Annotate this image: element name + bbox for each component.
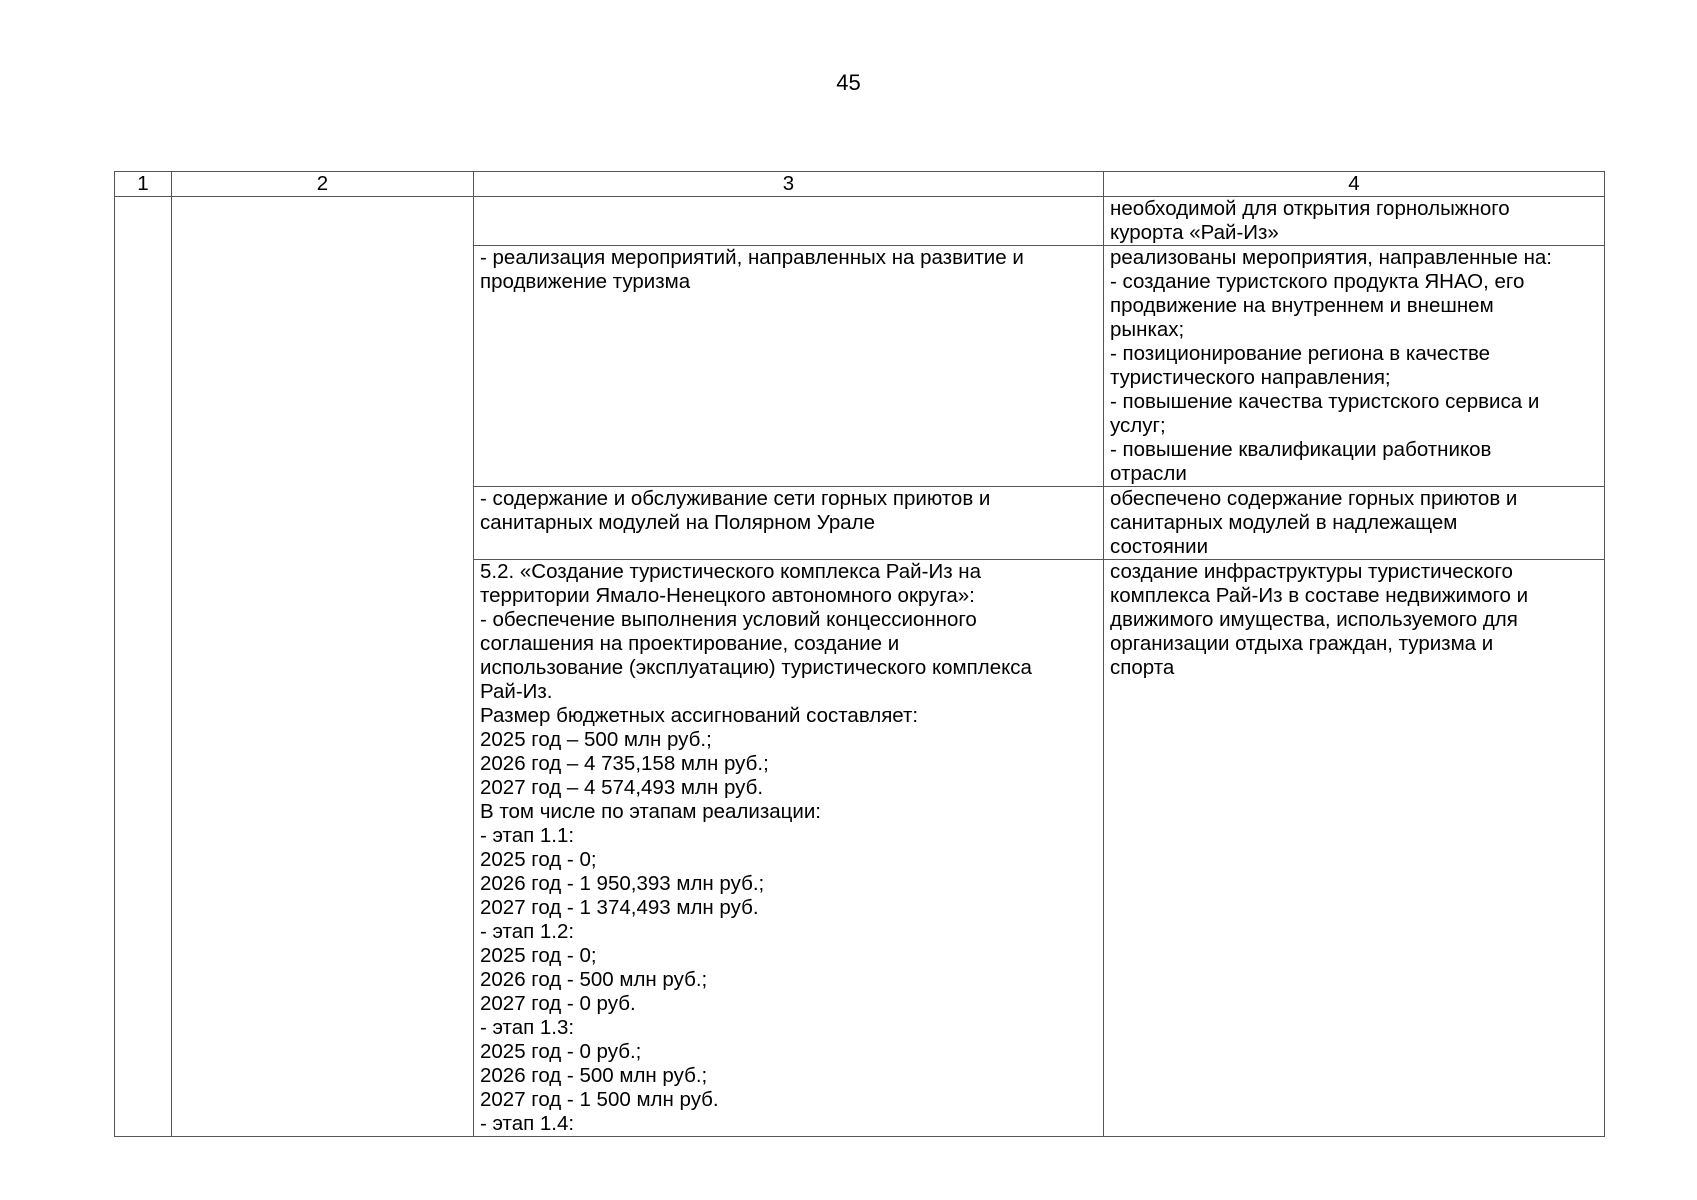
column-header-1: 1 — [115, 172, 172, 197]
measure-cell: 5.2. «Создание туристического комплекса Рай-Из на территории Ямало-Ненецкого автономного округа»: - обеспечение выполнения условий концессионного соглашения на проектирование, создание и использование (эксплуатацию) туристического комплекса Рай-Из. Размер бюджетных ассигнований составляет: 2025 год – 500 млн руб.; 2026 год – 4 735,158 млн руб.; 2027 год – 4 574,493 млн руб. В том числе по этапам реализации: - этап 1.1: 2025 год - 0; 2026 год - 1 950,393 млн руб.; 2027 год - 1 374,493 млн руб. - этап 1.2: 2025 год - 0; 2026 год - 500 млн руб.; 2027 год - 0 руб. - этап 1.3: 2025 год - 0 руб.; 2026 год - 500 млн руб.; 2027 год - 1 500 млн руб. - этап 1.4: — [474, 560, 1104, 1137]
table-row — [115, 197, 1605, 246]
page-number: 45 — [836, 70, 861, 95]
column-1-cell — [115, 197, 172, 1137]
measure-cell — [474, 197, 1104, 246]
column-header-4: 4 — [1104, 172, 1605, 197]
column-header-3: 3 — [474, 172, 1104, 197]
column-2-cell — [172, 197, 474, 1137]
measure-cell: - реализация мероприятий, направленных на развитие и продвижение туризма — [474, 246, 1104, 487]
result-cell: необходимой для открытия горнолыжного курорта «Рай-Из» — [1104, 197, 1605, 246]
document-table — [114, 171, 1605, 1137]
table-header-row — [115, 172, 1605, 197]
column-header-2: 2 — [172, 172, 474, 197]
measure-cell: - содержание и обслуживание сети горных приютов и санитарных модулей на Полярном Урале — [474, 487, 1104, 560]
result-cell: обеспечено содержание горных приютов и санитарных модулей в надлежащем состоянии — [1104, 487, 1605, 560]
result-cell: реализованы мероприятия, направленные на: - создание туристского продукта ЯНАО, его продвижение на внутреннем и внешнем рынках; - позиционирование региона в качестве туристического направления; - повышение качества туристского сервиса и услуг; - повышение квалификации работников отрасли — [1104, 246, 1605, 487]
result-cell: создание инфраструктуры туристического комплекса Рай-Из в составе недвижимого и движимого имущества, используемого для организации отдыха граждан, туризма и спорта — [1104, 560, 1605, 1137]
